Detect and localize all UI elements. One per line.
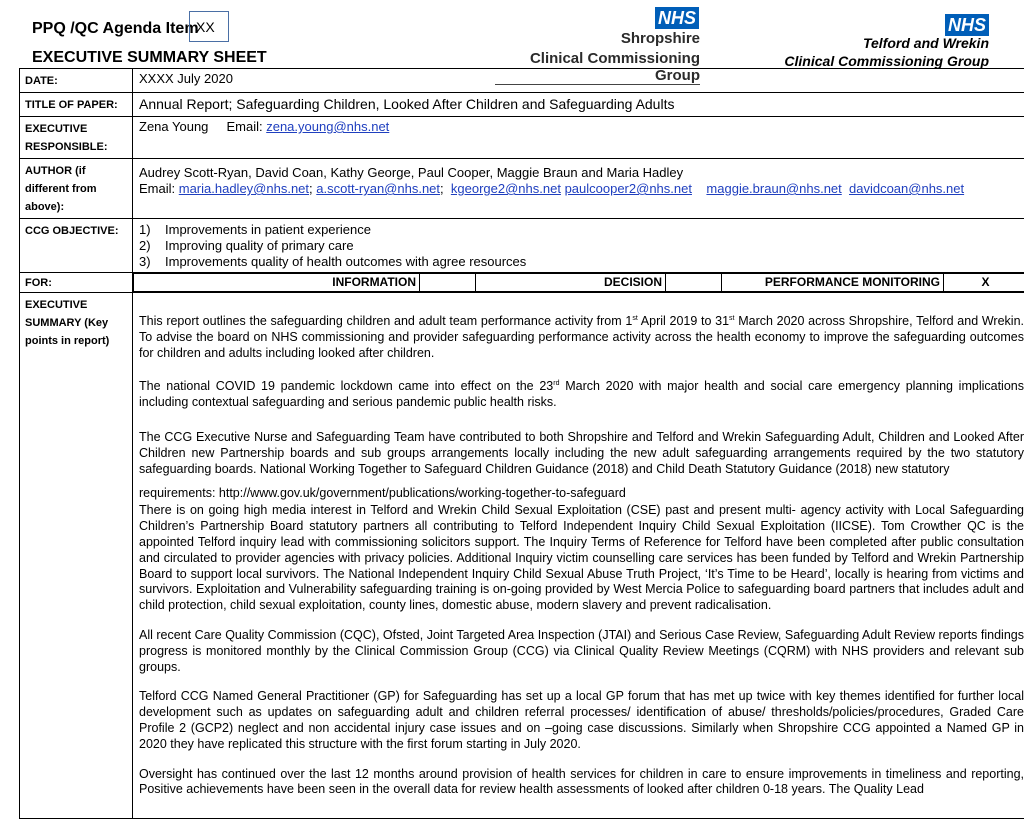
summary-paragraph: All recent Care Quality Commission (CQC), Ofsted, Joint Targeted Area Inspection (JTAI) and Serious Case Review, Safeguarding Adult Review reports findings progress is monitored monthly by the Clinical Commission Group (CCG) via Clinical Quality Review Meetings (CQRM) with NHS providers and relevant sub groups. — [139, 628, 1024, 675]
summary-sheet-table — [19, 68, 1024, 819]
executive-value — [133, 117, 1024, 159]
objective-list — [133, 219, 1024, 273]
author-email-link[interactable]: davidcoan@nhs.net — [849, 181, 964, 196]
summary-paragraph: The CCG Executive Nurse and Safeguarding Team have contributed to both Shropshire and Telford and Wrekin Safeguarding Adult, Children and Looked After Children new Partnership boards and sub groups arrangements locally including the new adult safeguarding arrangements required by the two statutory safeguarding boards. National Working Together to Safeguard Children Guidance (2018) and Child Death Statutory Guidance (2018) new statutory — [139, 430, 1024, 477]
objective-number: 2) — [139, 238, 165, 254]
executive-row — [20, 117, 1024, 159]
objective-text: Improvements quality of health outcomes with agree resources — [165, 254, 526, 269]
for-options — [133, 273, 1024, 293]
objective-item — [139, 238, 1024, 254]
for-row — [20, 273, 1024, 293]
executive-email-label: Email: — [226, 119, 262, 134]
objective-number: 3) — [139, 254, 165, 270]
date-row — [20, 69, 1024, 93]
shropshire-logo-name: Shropshire — [500, 30, 700, 47]
for-options-table — [133, 273, 1024, 292]
decision-label: DECISION — [476, 274, 666, 292]
author-names: Audrey Scott-Ryan, David Coan, Kathy George, Paul Cooper, Maggie Braun and Maria Hadley — [139, 165, 1024, 181]
decision-checkbox[interactable] — [666, 274, 722, 292]
for-label: FOR: — [20, 273, 133, 293]
summary-body — [133, 293, 1024, 819]
title-label: TITLE OF PAPER: — [20, 93, 133, 117]
summary-paragraph: Telford CCG Named General Practitioner (GP) for Safeguarding has set up a local GP forum that has met up twice with key themes identified for further local development such as updates on safeguarding adult and children referral processes/ identification of abuse/ thresholds/policies/procedures, Graded Care Profile 2 (GCP2) neglect and non accidental injury case issues and on –going case discussions. Similarly when Shropshire CCG appointed a Named GP in 2020 they have replicated this structure with the first forum starting in July 2020. — [139, 689, 1024, 752]
title-value[interactable]: Annual Report; Safeguarding Children, Looked After Children and Safeguarding Adults — [133, 93, 1024, 117]
agenda-item-title: PPQ /QC Agenda Item — [32, 20, 199, 38]
shropshire-nhs-logo: NHS — [655, 7, 699, 29]
author-email-link[interactable]: maggie.braun@nhs.net — [706, 181, 841, 196]
executive-email-link[interactable]: zena.young@nhs.net — [266, 119, 389, 134]
executive-label: EXECUTIVE RESPONSIBLE: — [20, 117, 133, 159]
performance-monitoring-checkbox[interactable]: X — [944, 274, 1024, 292]
author-email-link[interactable]: a.scott-ryan@nhs.net — [316, 181, 440, 196]
author-label: AUTHOR (if different from above): — [20, 159, 133, 219]
objective-label: CCG OBJECTIVE: — [20, 219, 133, 273]
telford-logo-name: Telford and Wrekin — [800, 35, 989, 51]
agenda-item-number-box[interactable]: XX — [189, 11, 229, 42]
telford-logo-group: Clinical Commissioning Group — [770, 53, 989, 69]
telford-nhs-logo: NHS — [945, 14, 989, 36]
summary-paragraph: Oversight has continued over the last 12 months around provision of health services for children in care to ensure improvements in timeliness and reporting, Positive achievements have been seen in the overall data for review health assessments of looked after children 0-18 years. The Quality Lead — [139, 767, 1024, 799]
author-email-label: Email: — [139, 181, 175, 196]
summary-paragraph: There is on going high media interest in Telford and Wrekin Child Sexual Exploitation (CSE) past and present multi- agency activity with Local Safeguarding Children’s Partnership Board statutory partners all contributing to Telford Independent Inquiry Child Sexual Exploitation (IICSE). Tom Crowther QC is the appointed Telford inquiry lead with commissioning solicitors support. The Inquiry Terms of Reference for Telford have been completed after public consultation and circulated to provider agencies with privacy policies. Additional Inquiry victim counselling care services has been funded by Telford and Wrekin Partnership Board to support local survivors. The National Independent Inquiry Child Sexual Abuse Truth Project, ‘It’s Time to be Heard’, locally is hearing from victims and survivors. Exploitation and Vulnerability safeguarding training is on-going provided by West Mercia Police to safeguarding board partners that includes adult and child protection, child sexual exploitation, county lines, domestic abuse, modern slavery and prevent radicalisation. — [139, 503, 1024, 614]
objective-number: 1) — [139, 222, 165, 238]
objective-text: Improving quality of primary care — [165, 238, 354, 253]
summary-paragraph: The national COVID 19 pandemic lockdown came into effect on the 23rd March 2020 with major health and social care emergency planning implications including contextual safeguarding and serious pandemic public health risks. — [139, 376, 1024, 411]
objective-text: Improvements in patient experience — [165, 222, 371, 237]
author-email-link[interactable]: paulcooper2@nhs.net — [565, 181, 692, 196]
date-label: DATE: — [20, 69, 133, 93]
performance-monitoring-label: PERFORMANCE MONITORING — [722, 274, 944, 292]
author-email-link[interactable]: maria.hadley@nhs.net — [179, 181, 309, 196]
information-label: INFORMATION — [134, 274, 420, 292]
author-email-link[interactable]: kgeorge2@nhs.net — [451, 181, 561, 196]
author-emails: Email: maria.hadley@nhs.net; a.scott-ryan@nhs.net; kgeorge2@nhs.net paulcooper2@nhs.net maggie.braun@nhs.net davidcoan@nhs.net — [139, 181, 1024, 197]
title-row — [20, 93, 1024, 117]
objective-row — [20, 219, 1024, 273]
shropshire-logo-group: Clinical Commissioning Group — [495, 50, 700, 85]
executive-name: Zena Young — [139, 119, 208, 134]
author-value — [133, 159, 1024, 219]
summary-paragraph: This report outlines the safeguarding children and adult team performance activity from 1st April 2019 to 31st March 2020 across Shropshire, Telford and Wrekin. To advise the board on NHS commissioning and provider safeguarding performance activity across the health economy to improve the safeguarding outcomes for children and adults including looked after children. — [139, 311, 1024, 362]
information-checkbox[interactable] — [420, 274, 476, 292]
objective-item — [139, 222, 1024, 238]
summary-row — [20, 293, 1024, 819]
author-row — [20, 159, 1024, 219]
date-value[interactable]: XXXX July 2020 — [133, 69, 1024, 93]
summary-paragraph: requirements: http://www.gov.uk/government/publications/working-together-to-safeguard — [139, 486, 1024, 502]
summary-label: EXECUTIVE SUMMARY (Key points in report) — [20, 293, 133, 819]
objective-item — [139, 254, 1024, 270]
executive-summary-heading: EXECUTIVE SUMMARY SHEET — [32, 49, 267, 67]
